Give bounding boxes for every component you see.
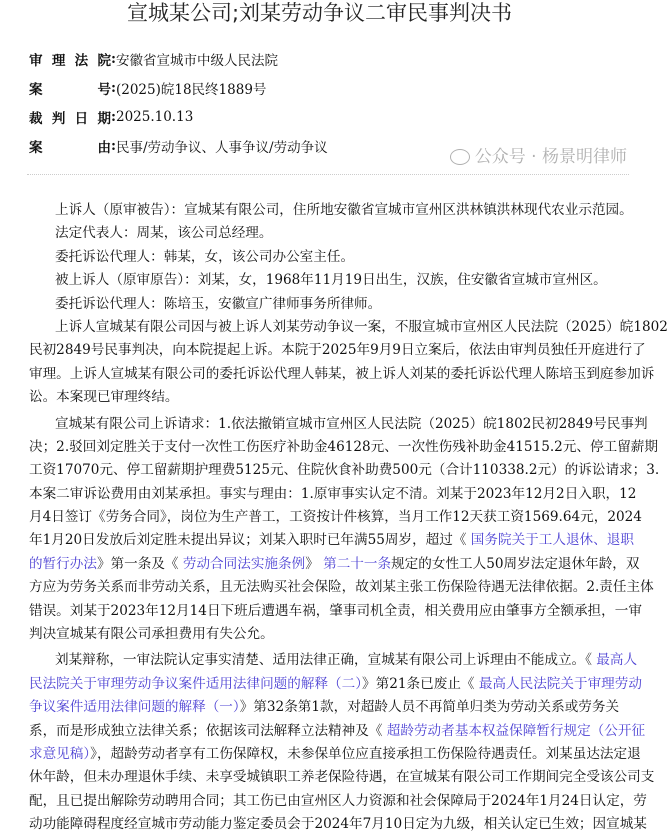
document-title: 宣城某公司;刘某劳动争议二审民事判决书: [126, 1, 513, 25]
text-line: [29, 293, 611, 316]
text-segment: 民初2849号民事判决，向本院提起上诉。本院于2025年9月9日立案后，依法由审判员独任开庭进行了: [29, 342, 646, 359]
meta-label-char: 由: [97, 139, 111, 156]
text-segment: 休年龄，但未办理退休手续、未享受城镇职工养老保险待遇，在宣城某有限公司工作期间完全受该公司支: [29, 769, 655, 786]
law-link[interactable]: 民法院关于审理劳动争议案件适用法律问题的解释（二）: [29, 675, 363, 692]
text-line: [29, 339, 646, 362]
text-line: [29, 246, 611, 269]
text-segment: 配，且已提出解除劳动聘用合同；其工伤已由宣州区人力资源和社会保障局于2024年1月24日认定，劳: [29, 792, 647, 809]
meta-label-char: 判: [51, 110, 66, 127]
case-metadata: [29, 44, 609, 160]
text-segment: 委托诉讼代理人：韩某，女，该公司办公室主任。: [55, 248, 355, 265]
paragraph: [29, 269, 611, 292]
text-segment: 规定的女性工人50周岁法定退休年龄，双: [391, 555, 640, 572]
law-link[interactable]: 最高人: [596, 652, 638, 669]
text-segment: 讼。本案现已审理终结。: [29, 389, 179, 406]
text-segment: 》第21条已废止《: [362, 675, 479, 692]
meta-value: 安徽省宣城市中级人民法院: [115, 52, 278, 69]
law-link[interactable]: 求意见稿）: [29, 745, 91, 762]
meta-row: [29, 73, 609, 102]
text-segment: 宣城某有限公司上诉请求：1.依法撤销宣城市宣州区人民法院（2025）皖1802民初2849号民事判: [55, 415, 648, 432]
paragraph: [29, 293, 611, 316]
meta-label: [29, 136, 111, 156]
meta-label-char: 号: [97, 81, 111, 98]
text-line: [29, 222, 611, 245]
paragraph: [29, 199, 633, 222]
divider: [27, 174, 629, 175]
text-segment: 错误。刘某于2023年12月14日下班后遭遇车祸，肇事司机全责，相关费用应由肇事方全额承担，一审: [29, 602, 642, 619]
meta-label-char: 理: [51, 52, 66, 69]
paragraph: [29, 222, 611, 245]
meta-label-char: 裁: [29, 110, 43, 127]
text-line: [29, 673, 642, 696]
text-segment: 审理。上诉人宣城某有限公司的委托诉讼代理人韩某，被上诉人刘某的委托诉讼代理人陈培玉到庭参加诉: [29, 365, 655, 382]
text-line: [29, 720, 646, 743]
law-link[interactable]: 超龄劳动者基本权益保障暂行规定（公开征: [386, 722, 646, 739]
text-line: [29, 743, 641, 766]
law-link[interactable]: 最高人民法院关于审理劳动: [478, 675, 642, 692]
text-line: [29, 529, 634, 552]
text-segment: 委托诉讼代理人：陈培玉，安徽宣广律师事务所律师。: [55, 295, 382, 312]
meta-label: [29, 49, 111, 69]
text-line: [29, 553, 640, 576]
text-segment: 》第32条第1款，对超龄人员不再简单归类为劳动关系或劳务关: [239, 699, 620, 716]
meta-colon: :: [111, 137, 116, 154]
text-line: [29, 600, 642, 623]
text-line: [29, 766, 655, 789]
meta-colon: :: [111, 108, 116, 125]
text-segment: 方应为劳务关系而非劳动关系，且无法购买社会保险，故刘某主张工伤保险待遇无法律依据。2.责任主体: [29, 579, 654, 596]
text-line: [29, 413, 648, 436]
meta-label-char: 期: [97, 110, 111, 127]
watermark: [450, 146, 627, 168]
text-line: [29, 199, 633, 222]
text-line: [29, 386, 611, 409]
text-segment: 刘某辩称，一审法院认定事实清楚、适用法律正确，宣城某有限公司上诉理由不能成立。《: [55, 652, 597, 669]
law-link[interactable]: 第二十一条: [323, 555, 392, 572]
text-line: [29, 623, 611, 646]
text-line: [29, 790, 647, 813]
text-line: [29, 696, 620, 719]
text-segment: 法定代表人：周某，该公司总经理。: [55, 225, 273, 242]
meta-value: 民事/劳动争议、人事争议/劳动争议: [115, 139, 328, 156]
text-line: [29, 813, 647, 836]
text-segment: 》，超龄劳动者享有工伤保障权，未参保单位应直接承担工伤保险待遇责任。刘某虽达法定退: [90, 745, 641, 762]
meta-row: [29, 44, 609, 73]
meta-label: [29, 78, 111, 98]
text-line: [29, 459, 660, 482]
paragraph: [29, 246, 611, 269]
meta-label-char: 日: [74, 110, 89, 127]
law-link[interactable]: 争议案件适用法律问题的解释（一）: [29, 699, 240, 716]
meta-label-char: 案: [29, 81, 43, 98]
meta-colon: :: [111, 50, 116, 67]
meta-label: [29, 107, 111, 127]
meta-label-char: 法: [74, 52, 89, 69]
text-line: [29, 363, 655, 386]
text-line: [29, 649, 638, 672]
text-line: [29, 483, 637, 506]
law-link[interactable]: 劳动合同法实施条例: [182, 555, 306, 572]
wechat-icon: [450, 149, 470, 165]
meta-value: (2025)皖18民终1889号: [115, 81, 267, 98]
meta-row: [29, 102, 609, 131]
paragraph: [29, 316, 668, 410]
meta-value: 2025.10.13: [115, 108, 194, 125]
watermark-text: 公众号 · 杨景明律师: [474, 147, 627, 167]
text-segment: 上诉人（原审被告）：宣城某有限公司，住所地安徽省宣城市宣州区洪林镇洪林现代农业示范园。: [55, 202, 633, 218]
text-segment: 系，而是形成独立法律关系；依据该司法解释立法精神及《: [29, 722, 387, 739]
text-line: [29, 506, 642, 529]
law-link[interactable]: 的暂行办法: [29, 555, 97, 572]
text-line: [29, 316, 668, 339]
text-segment: 被上诉人（原审原告）：刘某，女，1968年11月19日出生，汉族，住安徽省宣城市宣州区。: [55, 272, 607, 289]
meta-label-char: 院: [97, 52, 111, 69]
text-segment: 上诉人宣城某有限公司因与被上诉人刘某劳动争议一案，不服宣城市宣州区人民法院（2025）皖1802: [55, 318, 668, 335]
text-segment: 工资17070元、停工留薪期护理费5125元、住院伙食补助费500元（合计110338.2元）的诉讼请求；3.: [29, 462, 660, 479]
text-segment: 动功能障碍程度经宣城市劳动能力鉴定委员会于2024年7月10日定为九级，相关认定已生效；因宣城某: [29, 816, 647, 833]
text-segment: 决；2.驳回刘定胜关于支付一次性工伤医疗补助金46128元、一次性伤残补助金41515.2元、停工留薪期: [29, 438, 658, 455]
text-line: [29, 576, 654, 599]
paragraph: [29, 413, 660, 647]
text-segment: 月4日签订《劳务合同》，岗位为生产普工，工资按计件核算，当月工作12天获工资1569.64元，2024: [29, 509, 642, 526]
text-segment: 》: [305, 555, 324, 572]
judgment-body: [29, 199, 668, 837]
meta-label-char: 审: [29, 52, 43, 69]
meta-label-char: 案: [29, 139, 43, 156]
text-segment: 年1月20日发放后刘定胜未提出异议；刘某入职时已年满55周岁，超过《: [29, 532, 471, 549]
text-line: [29, 269, 611, 292]
law-link[interactable]: 国务院关于工人退休、退职: [470, 532, 634, 549]
meta-colon: :: [111, 79, 116, 96]
text-segment: 判决宣城某有限公司承担费用有失公允。: [29, 626, 274, 643]
text-segment: 》第一条及《: [96, 555, 183, 572]
text-segment: 本案二审诉讼费用由刘某承担。事实与理由：1.原审事实认定不清。刘某于2023年12月2日入职，12: [29, 485, 637, 502]
paragraph: [29, 649, 655, 836]
text-line: [29, 436, 658, 459]
